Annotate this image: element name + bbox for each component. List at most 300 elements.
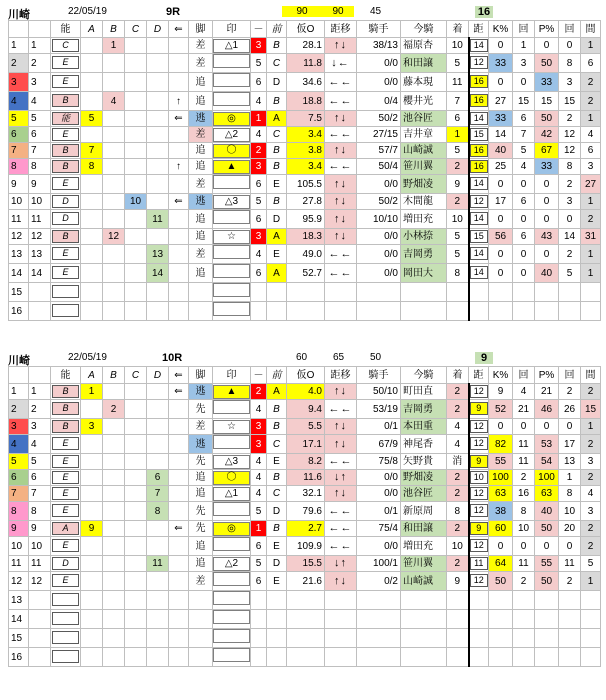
grade-box: C	[52, 39, 80, 52]
rank-a	[81, 556, 103, 572]
p-percent: 100	[535, 470, 559, 486]
prediction-mark	[213, 486, 251, 502]
p-percent: 54	[535, 454, 559, 470]
rank-a: 3	[81, 419, 103, 435]
current-jockey: 野畑凌	[401, 175, 447, 194]
current-jockey: 増田充	[401, 537, 447, 556]
interval-days: 2	[581, 92, 601, 111]
rank-a	[81, 229, 103, 245]
rank-d	[147, 127, 169, 143]
k-percent: 0	[489, 210, 513, 229]
ability-grade	[51, 264, 81, 283]
k-percent: 100	[489, 470, 513, 486]
p-percent: 63	[535, 486, 559, 502]
arrow-mark	[169, 38, 189, 54]
running-style	[189, 591, 213, 610]
interval-days: 4	[581, 486, 601, 502]
jockey-stat	[357, 591, 401, 610]
column-header: C	[125, 367, 147, 384]
distance-move: ↑↓	[325, 175, 357, 194]
distance-value	[469, 245, 489, 264]
table-row[interactable]	[9, 127, 601, 143]
table-row[interactable]	[9, 435, 601, 454]
count-1: 0	[513, 245, 535, 264]
jockey-stat: 10/10	[357, 210, 401, 229]
jockey-stat: 0/0	[357, 470, 401, 486]
jockey-stat: 0/0	[357, 486, 401, 502]
distance-value	[469, 610, 489, 629]
jockey-stat: 0/0	[357, 73, 401, 92]
ability-grade	[51, 73, 81, 92]
finish-pos: 6	[447, 111, 469, 127]
waku-cell: 8	[9, 502, 29, 521]
k-percent: 33	[489, 54, 513, 73]
distance-box: 12	[470, 487, 488, 500]
header-value-2: 90	[322, 6, 354, 17]
current-jockey: 和田譲	[401, 521, 447, 537]
rank-d: 6	[147, 470, 169, 486]
column-header: C	[125, 21, 147, 38]
column-header: 能	[51, 367, 81, 384]
index-rank	[251, 302, 267, 321]
rank-b	[103, 302, 125, 321]
grade-box: D	[52, 195, 80, 208]
rank-a	[81, 245, 103, 264]
k-percent: 9	[489, 384, 513, 400]
rank-d	[147, 454, 169, 470]
interval-days	[581, 283, 601, 302]
mark-box	[213, 537, 249, 551]
k-percent: 33	[489, 111, 513, 127]
prediction-mark	[213, 435, 251, 454]
prev-rank	[267, 283, 287, 302]
finish-pos: 5	[447, 143, 469, 159]
arrow-mark: ⇐	[169, 384, 189, 400]
waku-cell: 12	[9, 572, 29, 591]
table-row[interactable]	[9, 610, 601, 629]
column-header: 距	[469, 21, 489, 38]
rank-b	[103, 610, 125, 629]
distance-value	[469, 194, 489, 210]
arrow-mark	[169, 419, 189, 435]
waku-cell: 2	[9, 400, 29, 419]
arrow-mark	[169, 210, 189, 229]
column-header: 印	[213, 367, 251, 384]
table-row[interactable]	[9, 111, 601, 127]
distance-move: ←←	[325, 264, 357, 283]
distance-value	[469, 210, 489, 229]
header-value-3: 45	[370, 6, 382, 17]
table-row[interactable]	[9, 470, 601, 486]
table-row[interactable]	[9, 73, 601, 92]
index-rank: 6	[251, 175, 267, 194]
odds-value	[287, 648, 325, 667]
interval-days: 3	[581, 502, 601, 521]
column-header	[29, 21, 51, 38]
prev-rank: E	[267, 572, 287, 591]
ability-grade	[51, 92, 81, 111]
ability-grade	[51, 54, 81, 73]
table-row[interactable]	[9, 556, 601, 572]
jockey-stat: 0/0	[357, 175, 401, 194]
grade-box: A	[52, 522, 80, 535]
p-percent: 33	[535, 73, 559, 92]
mark-box	[213, 648, 249, 662]
rank-a	[81, 470, 103, 486]
rank-b	[103, 556, 125, 572]
interval-days: 6	[581, 54, 601, 73]
distance-move: ↑↓	[325, 194, 357, 210]
table-row[interactable]	[9, 572, 601, 591]
rank-b	[103, 470, 125, 486]
index-rank: 4	[251, 486, 267, 502]
distance-box: 14	[470, 177, 488, 190]
count-2	[559, 302, 581, 321]
distance-value	[469, 302, 489, 321]
interval-days: 2	[581, 470, 601, 486]
grade-box: E	[52, 75, 80, 88]
running-style: 追	[189, 143, 213, 159]
table-row[interactable]	[9, 454, 601, 470]
rank-b	[103, 159, 125, 175]
running-style: 差	[189, 38, 213, 54]
finish-pos: 2	[447, 556, 469, 572]
count-2: 8	[559, 159, 581, 175]
count-2: 2	[559, 111, 581, 127]
interval-days: 1	[581, 572, 601, 591]
interval-days: 15	[581, 400, 601, 419]
mark-box	[213, 175, 249, 189]
table-row[interactable]	[9, 159, 601, 175]
distance-box: 16	[470, 160, 488, 173]
column-header: 回	[513, 367, 535, 384]
prev-rank: B	[267, 92, 287, 111]
distance-value	[469, 159, 489, 175]
index-rank: 4	[251, 92, 267, 111]
table-row[interactable]	[9, 210, 601, 229]
table-row[interactable]	[9, 384, 601, 400]
table-row[interactable]	[9, 143, 601, 159]
distance-move: ↑↓	[325, 111, 357, 127]
race-table	[8, 20, 601, 321]
index-rank	[251, 283, 267, 302]
finish-pos: 2	[447, 194, 469, 210]
table-row[interactable]	[9, 302, 601, 321]
grade-box: E	[52, 177, 80, 190]
mark-box: △1	[213, 39, 249, 53]
distance-box: 14	[470, 266, 488, 279]
index-rank: 3	[251, 229, 267, 245]
current-jockey: 吉井章	[401, 127, 447, 143]
odds-value: 49.0	[287, 245, 325, 264]
arrow-mark	[169, 537, 189, 556]
p-percent: 0	[535, 194, 559, 210]
table-row[interactable]	[9, 537, 601, 556]
index-rank: 4	[251, 245, 267, 264]
p-percent	[535, 591, 559, 610]
distance-box: 15	[470, 230, 488, 243]
rank-b	[103, 629, 125, 648]
running-style: 先	[189, 502, 213, 521]
table-row[interactable]	[9, 591, 601, 610]
table-row[interactable]	[9, 264, 601, 283]
running-style: 先	[189, 400, 213, 419]
column-header	[9, 21, 29, 38]
arrow-mark: ⇐	[169, 194, 189, 210]
count-1: 2	[513, 572, 535, 591]
prev-rank: B	[267, 38, 287, 54]
prediction-mark	[213, 572, 251, 591]
current-jockey	[401, 591, 447, 610]
k-percent: 38	[489, 502, 513, 521]
ability-grade	[51, 384, 81, 400]
race-block-10r	[0, 350, 606, 667]
mark-box	[213, 283, 249, 297]
mark-box	[213, 245, 249, 259]
arrow-mark	[169, 400, 189, 419]
prediction-mark	[213, 629, 251, 648]
horse-number: 12	[29, 572, 51, 591]
finish-pos	[447, 283, 469, 302]
horse-number	[29, 648, 51, 667]
rank-d	[147, 537, 169, 556]
mark-box	[213, 610, 249, 624]
table-row[interactable]	[9, 92, 601, 111]
odds-value: 109.9	[287, 537, 325, 556]
odds-value	[287, 591, 325, 610]
current-jockey	[401, 302, 447, 321]
distance-move: ↑↓	[325, 419, 357, 435]
count-1	[513, 591, 535, 610]
running-style: 追	[189, 537, 213, 556]
k-percent: 0	[489, 73, 513, 92]
table-row[interactable]	[9, 38, 601, 54]
index-rank: 4	[251, 470, 267, 486]
prev-rank: B	[267, 470, 287, 486]
mark-box: △2	[213, 128, 249, 142]
rank-b: 1	[103, 38, 125, 54]
odds-value: 34.6	[287, 73, 325, 92]
p-percent: 0	[535, 245, 559, 264]
table-row[interactable]	[9, 283, 601, 302]
interval-days	[581, 302, 601, 321]
grade-box: E	[52, 247, 80, 260]
odds-value: 11.8	[287, 54, 325, 73]
rank-d	[147, 92, 169, 111]
count-1: 0	[513, 419, 535, 435]
prev-rank	[267, 648, 287, 667]
horse-number: 9	[29, 521, 51, 537]
running-style: 追	[189, 556, 213, 572]
table-row[interactable]	[9, 229, 601, 245]
distance-box: 16	[470, 94, 488, 107]
k-percent: 0	[489, 537, 513, 556]
ability-grade	[51, 229, 81, 245]
distance-count: 9	[475, 352, 493, 364]
finish-pos	[447, 629, 469, 648]
table-row[interactable]	[9, 629, 601, 648]
distance-box: 14	[470, 112, 488, 125]
rank-c	[125, 537, 147, 556]
column-header: 距移	[325, 21, 357, 38]
index-rank: 2	[251, 384, 267, 400]
horse-number: 2	[29, 400, 51, 419]
horse-number: 2	[29, 54, 51, 73]
count-2	[559, 648, 581, 667]
horse-number: 4	[29, 92, 51, 111]
current-jockey: 櫻井光	[401, 92, 447, 111]
ability-grade	[51, 175, 81, 194]
count-1: 21	[513, 400, 535, 419]
jockey-stat	[357, 648, 401, 667]
rank-a: 1	[81, 384, 103, 400]
distance-value	[469, 127, 489, 143]
table-row[interactable]	[9, 486, 601, 502]
header-value-1: 60	[296, 352, 308, 363]
k-percent: 25	[489, 159, 513, 175]
count-2: 11	[559, 556, 581, 572]
table-row[interactable]	[9, 175, 601, 194]
column-header: 脚	[189, 367, 213, 384]
arrow-mark: ⇐	[169, 111, 189, 127]
column-header: 印	[213, 21, 251, 38]
table-row[interactable]	[9, 419, 601, 435]
count-1	[513, 648, 535, 667]
distance-box: 16	[470, 144, 488, 157]
race-block-9r	[0, 4, 606, 321]
distance-value	[469, 92, 489, 111]
count-2: 26	[559, 400, 581, 419]
count-1: 15	[513, 92, 535, 111]
prediction-mark	[213, 521, 251, 537]
p-percent: 33	[535, 159, 559, 175]
rank-c	[125, 454, 147, 470]
horse-number: 12	[29, 229, 51, 245]
column-header: P%	[535, 367, 559, 384]
running-style: 逃	[189, 435, 213, 454]
table-row[interactable]	[9, 648, 601, 667]
prediction-mark	[213, 194, 251, 210]
horse-number: 10	[29, 537, 51, 556]
finish-pos: 2	[447, 400, 469, 419]
prediction-mark	[213, 400, 251, 419]
prediction-mark	[213, 54, 251, 73]
rank-c	[125, 629, 147, 648]
distance-value	[469, 73, 489, 92]
running-style: 先	[189, 521, 213, 537]
count-1: 0	[513, 264, 535, 283]
mark-box: 〇	[213, 471, 249, 485]
ability-grade	[51, 400, 81, 419]
rank-c	[125, 486, 147, 502]
rank-c	[125, 521, 147, 537]
prev-rank: E	[267, 537, 287, 556]
column-header: 騎手	[357, 367, 401, 384]
waku-cell: 10	[9, 537, 29, 556]
mark-box	[213, 400, 249, 414]
jockey-stat: 0/0	[357, 245, 401, 264]
arrow-mark	[169, 556, 189, 572]
table-row[interactable]	[9, 54, 601, 73]
grade-box: B	[52, 94, 80, 107]
count-1: 0	[513, 210, 535, 229]
k-percent: 27	[489, 92, 513, 111]
ability-grade	[51, 486, 81, 502]
grade-box: D	[52, 212, 80, 225]
p-percent: 0	[535, 210, 559, 229]
p-percent: 50	[535, 111, 559, 127]
prev-rank: B	[267, 419, 287, 435]
finish-pos	[447, 591, 469, 610]
horse-number	[29, 302, 51, 321]
count-1	[513, 302, 535, 321]
header-row	[9, 21, 601, 38]
interval-days: 1	[581, 194, 601, 210]
table-row[interactable]	[9, 194, 601, 210]
prediction-mark	[213, 264, 251, 283]
arrow-mark	[169, 610, 189, 629]
k-percent: 0	[489, 245, 513, 264]
count-2	[559, 610, 581, 629]
odds-value: 21.6	[287, 572, 325, 591]
horse-number: 8	[29, 502, 51, 521]
odds-value: 27.8	[287, 194, 325, 210]
rank-c	[125, 38, 147, 54]
mark-box: △3	[213, 195, 249, 209]
count-2	[559, 283, 581, 302]
rank-b	[103, 502, 125, 521]
distance-move: ↓↑	[325, 470, 357, 486]
current-jockey: 和田譲	[401, 54, 447, 73]
waku-cell: 16	[9, 648, 29, 667]
ability-grade	[51, 194, 81, 210]
horse-number: 11	[29, 556, 51, 572]
p-percent: 0	[535, 537, 559, 556]
column-header: A	[81, 367, 103, 384]
table-row[interactable]	[9, 245, 601, 264]
p-percent: 0	[535, 38, 559, 54]
interval-days: 1	[581, 245, 601, 264]
table-row[interactable]	[9, 521, 601, 537]
table-row[interactable]	[9, 502, 601, 521]
interval-days: 27	[581, 175, 601, 194]
ability-grade	[51, 502, 81, 521]
prediction-mark	[213, 175, 251, 194]
rank-a	[81, 400, 103, 419]
column-header: ⇐	[169, 21, 189, 38]
rank-b	[103, 419, 125, 435]
current-jockey: 吉岡勇	[401, 400, 447, 419]
distance-move: ←←	[325, 245, 357, 264]
running-style: 差	[189, 54, 213, 73]
table-row[interactable]	[9, 400, 601, 419]
interval-days: 2	[581, 73, 601, 92]
count-1: 11	[513, 556, 535, 572]
k-percent	[489, 629, 513, 648]
rank-c	[125, 264, 147, 283]
jockey-stat: 50/10	[357, 384, 401, 400]
count-1: 10	[513, 521, 535, 537]
distance-box: 9	[470, 402, 488, 415]
column-header: 仮O	[287, 21, 325, 38]
rank-d	[147, 572, 169, 591]
odds-value: 3.4	[287, 127, 325, 143]
prev-rank: D	[267, 210, 287, 229]
column-header: D	[147, 367, 169, 384]
rank-d	[147, 400, 169, 419]
distance-value	[469, 400, 489, 419]
index-rank: 5	[251, 54, 267, 73]
